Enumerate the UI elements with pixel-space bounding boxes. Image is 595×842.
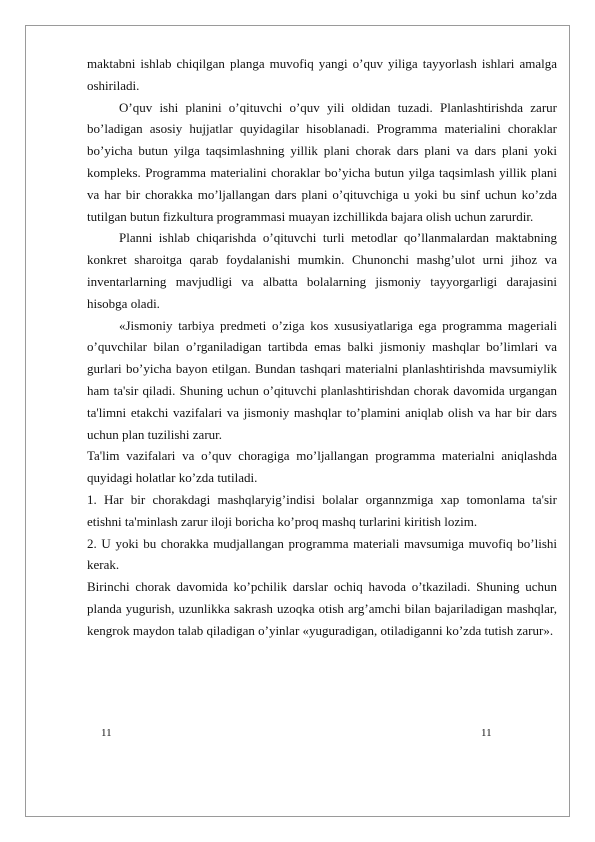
paragraph: Planni ishlab chiqarishda o’qituvchi turli metodlar qo’llanmalardan maktabning konkret sharoitga qarab foydalanishi mumkin. Chunonchi mashg’ulot urni jihoz va inventarlarning mavjudligi va albatta bolalarning jismoniy tayyorgarligi darajasini hisobga oladi.	[87, 230, 557, 311]
page-number-right: 11	[481, 727, 492, 739]
page-number-left: 11	[101, 727, 112, 739]
paragraph: «Jismoniy tarbiya predmeti o’ziga kos xususiyatlariga ega programma mageriali o’quvchilar bilan o’rganiladigan tartibda emas balki jismoniy mashqlar bo’limlari va gurlari bo’yicha bayon etilgan. Bundan tashqari materialni planlashtirishda mavsumiylik ham ta'sir qiladi. Shuning uchun o’qituvchi planlashtirishdan chorak davomida urgangan ta'limni etakchi vazifalari va jismoniy mashqlar to’plamini aniqlab olish va har bir dars uchun plan tuzilishi zarur.	[87, 317, 557, 442]
paragraph: O’quv ishi planini o’qituvchi o’quv yili oldidan tuzadi. Planlashtirishda zarur bo’ladigan asosiy hujjatlar quyidagilar hisoblanadi. Programma materialini choraklar bo’yicha butun yilga taqsimlashning yillik plani chorak dars plani va dars plani yoki kompleks. Programma materialini choraklar bo’yicha butun yilga taqsimlash yillik plani va har bir chorakka mo’ljallangan dars plani o’qituvchiga u yoki bu sinf uchun ko’zda tutilgan butun fizkultura programmasi muayan izchillikda bajara olish uchun zarurdir.	[87, 99, 557, 224]
paragraph: maktabni ishlab chiqilgan planga muvofiq yangi o’quv yiliga tayyorlash ishlari amalga oshiriladi.	[87, 56, 557, 93]
paragraph: 1. Har bir chorakdagi mashqlaryig’indisi bolalar organnzmiga xap tomonlama ta'sir etishni ta'minlash zarur iloji boricha ko’proq mashq turlarini kiritish lozim.	[87, 491, 557, 529]
body-text	[87, 53, 557, 642]
paragraph: 2. U yoki bu chorakka mudjallangan programma materiali mavsumiga muvofiq bo’lishi kerak.	[87, 535, 557, 573]
paragraph: Birinchi chorak davomida ko’pchilik darslar ochiq havoda o’tkaziladi. Shuning uchun planda yugurish, uzunlikka sakrash uzoqka otish arg’amchi bilan bajariladigan mashqlar, kengrok maydon talab qiladigan o’yinlar «yuguradigan, otiladiganni ko’zda tutish zarur».	[87, 579, 557, 638]
paragraph: Ta'lim vazifalari va o’quv choragiga mo’ljallangan programma materialni aniqlashda quyidagi holatlar ko’zda tutiladi.	[87, 448, 557, 486]
